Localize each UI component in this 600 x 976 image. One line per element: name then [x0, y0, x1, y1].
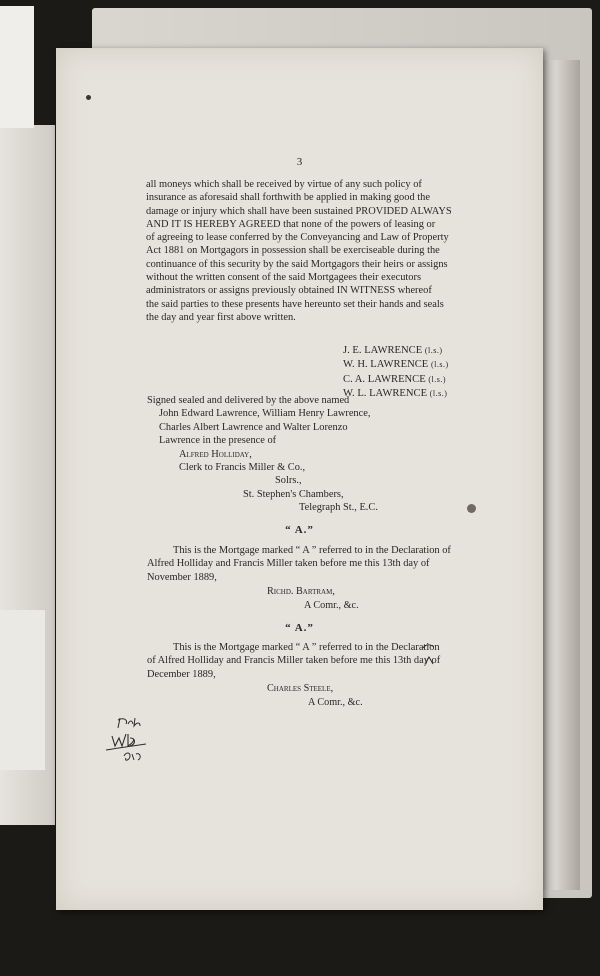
seal-mark: (l.s.) [430, 360, 449, 370]
left-paper-tab [0, 6, 34, 128]
attestation-clause [147, 394, 397, 515]
exhibit-declaration [147, 544, 477, 584]
commissioner-name: Charles Steele, [267, 683, 334, 694]
exhibit-marker: “ A.” [285, 524, 314, 536]
declaration-line: This is the Mortgage marked “ A ” referred to in the Declaration [173, 642, 440, 653]
body-line: without the written consent of the said Mortgagees their executors [146, 272, 421, 284]
declaration-line: December 1889, [147, 668, 216, 680]
signatory [343, 373, 449, 387]
left-paper-tab-lower [0, 610, 45, 770]
body-line: Act 1881 on Mortgagors in possession shall be exerciseable during the [146, 245, 440, 257]
signatory-name: C. A. LAWRENCE [343, 373, 426, 385]
witness-role: Clerk to Francis Miller & Co., [179, 462, 306, 474]
seal-mark: (l.s.) [429, 388, 448, 398]
body-line: all moneys which shall be received by virtue of any such policy of [146, 179, 422, 190]
commissioner-title: A Comr., &c. [308, 697, 363, 708]
signatory [343, 358, 449, 372]
declaration-line: November 1889, [147, 571, 217, 583]
body-line: the day and year first above written. [146, 311, 296, 323]
body-line: the said parties to these presents have hereunto set their hands and seals [146, 298, 444, 310]
signatory-list [343, 344, 449, 401]
witness-name: Alfred Holliday, [179, 448, 252, 460]
binding-hole [467, 504, 476, 513]
exhibit-marker: “ A.” [285, 622, 314, 634]
handwritten-initials [102, 712, 162, 772]
body-line: damage or injury which shall have been sustained PROVIDED ALWAYS [146, 205, 452, 217]
body-line: AND IT IS HEREBY AGREED that none of the powers of leasing or [146, 218, 436, 230]
signatory-name: J. E. LAWRENCE [343, 345, 423, 356]
witness-address: Telegraph St., E.C. [299, 502, 378, 514]
witness-firm-suffix: Solrs., [275, 475, 302, 487]
seal-mark: (l.s.) [424, 346, 443, 355]
ink-speck [86, 95, 91, 100]
declaration-line: Alfred Holliday and Francis Miller taken before me this 13th day of [147, 558, 430, 570]
commissioner-title: A Comr., &c. [304, 600, 359, 611]
commissioner-name: Richd. Bartram, [267, 586, 335, 597]
body-line: insurance as aforesaid shall forthwith be applied in making good the [146, 192, 430, 204]
signatory-name: W. L. LAWRENCE [343, 387, 428, 399]
seal-mark: (l.s.) [428, 374, 447, 384]
body-paragraph [146, 178, 474, 324]
handwritten-correction-mark [420, 638, 442, 668]
attestation-line: Charles Albert Lawrence and Walter Lorenzo [159, 421, 348, 433]
page-number: 3 [296, 156, 303, 168]
signatory-name: W. H. LAWRENCE [343, 359, 429, 371]
document-page [56, 48, 543, 910]
attestation-line: Signed sealed and delivered by the above named [147, 395, 350, 406]
right-page-edges [540, 60, 580, 890]
body-line: continuance of this security by the said Mortgagors their heirs or assigns [146, 258, 448, 270]
declaration-line: This is the Mortgage marked “ A ” referred to in the Declaration of [173, 545, 451, 556]
attestation-line: John Edward Lawrence, William Henry Lawrence, [159, 408, 371, 420]
signatory [343, 344, 449, 358]
witness-address: St. Stephen's Chambers, [243, 488, 344, 500]
declaration-line: of Alfred Holliday and Francis Miller taken before me this 13th day of [147, 655, 441, 667]
attestation-line: Lawrence in the presence of [159, 435, 277, 447]
body-line: administrators or assigns previously obtained IN WITNESS whereof [146, 285, 432, 297]
body-line: of agreeing to lease conferred by the Conveyancing and Law of Property [146, 232, 449, 244]
